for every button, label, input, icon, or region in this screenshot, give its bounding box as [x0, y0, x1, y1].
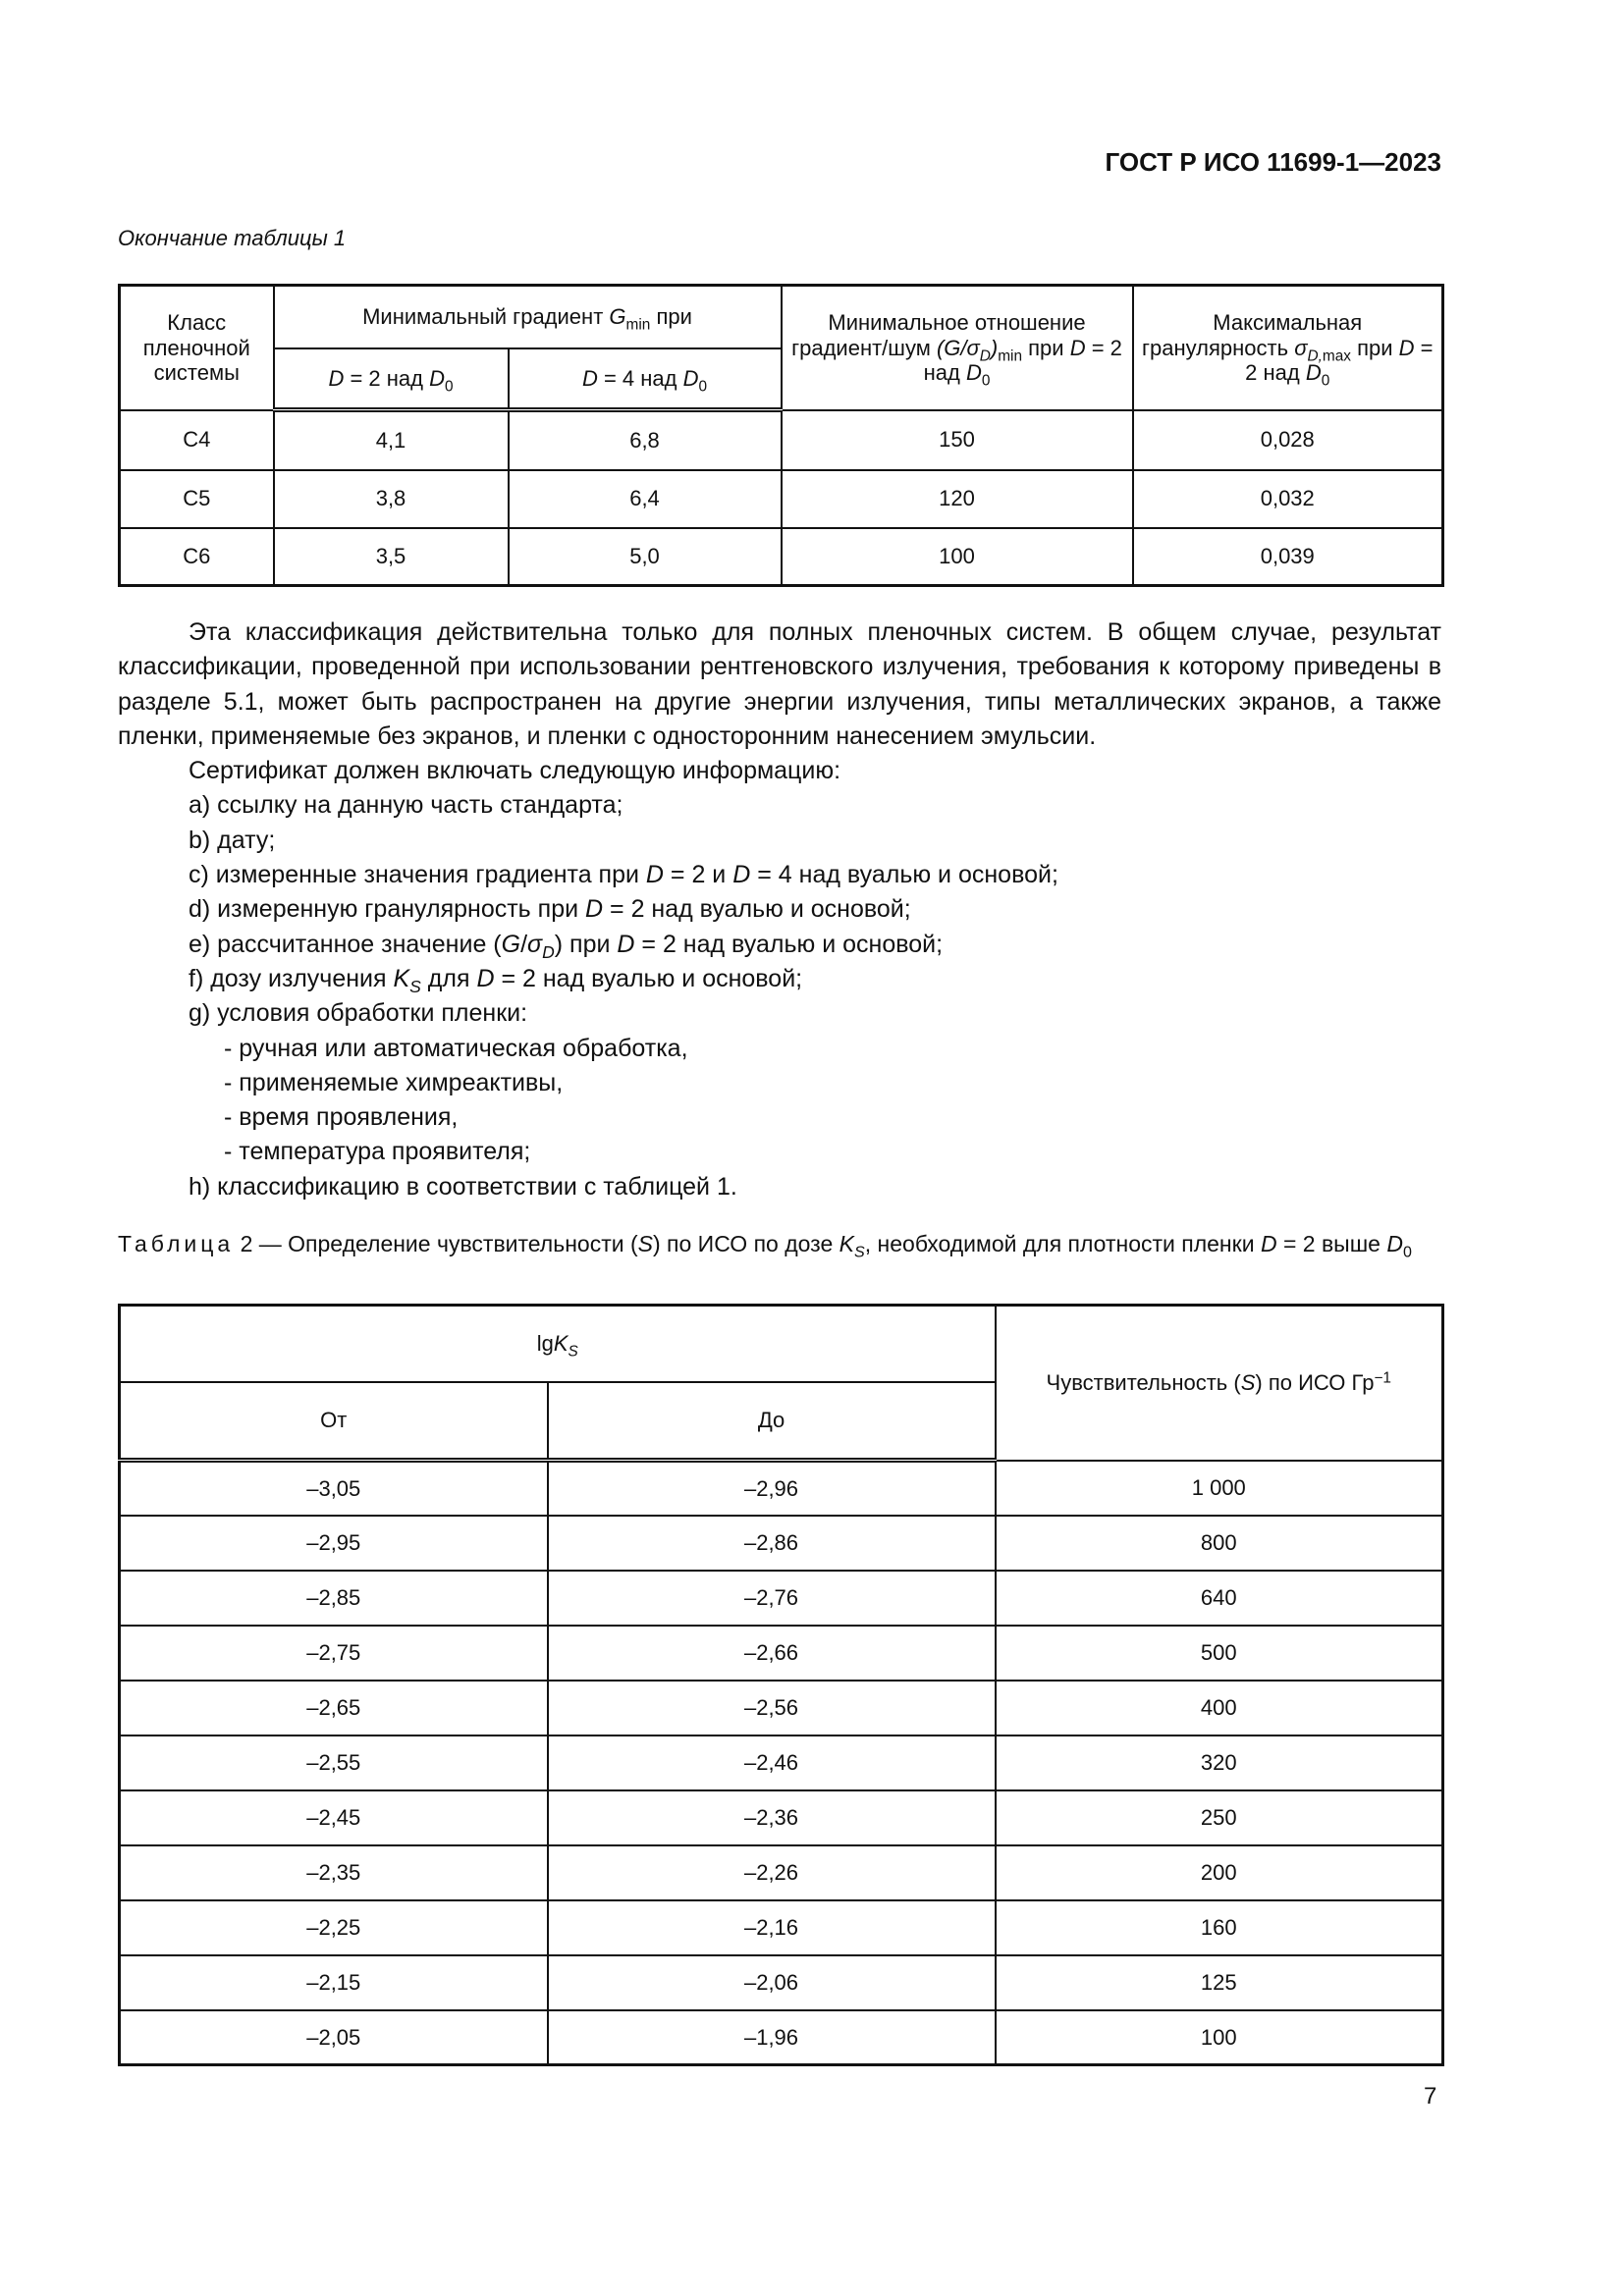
italic-text: D: [645, 861, 664, 889]
text-run: = 2 над вуалью и основой;: [494, 964, 803, 992]
text-run: g) условия обработки пленки:: [189, 999, 528, 1028]
header-gradient: [274, 286, 782, 348]
italic-text: D: [732, 861, 751, 889]
italic-text: D: [328, 365, 345, 391]
text-run: для: [420, 964, 477, 992]
table-row: [120, 1626, 1443, 1681]
table-cell: –2,45: [120, 1790, 548, 1845]
table-cell: –2,06: [548, 1955, 996, 2010]
text-run: c) измеренные значения градиента при: [189, 861, 646, 889]
table-continuation-label: Окончание таблицы 1: [118, 226, 347, 250]
table-row: [120, 1900, 1443, 1955]
text-run: Минимальное отношение градиент/шум: [791, 310, 1086, 360]
table-cell: –2,75: [120, 1626, 548, 1681]
table-cell: 3,5: [274, 528, 509, 586]
sub-list-item: - ручная или автоматическая обработка,: [224, 1034, 688, 1062]
subscript: 0: [444, 377, 454, 395]
italic-text: G: [609, 304, 626, 330]
table-cell: 120: [782, 470, 1133, 528]
table-cell: –2,16: [548, 1900, 996, 1955]
text-run: = 4 над: [597, 365, 683, 391]
classification-paragraph: Эта классификация действительна только для полных пленочных систем. В общем случае, результат классификации, проведенной при использовании рентгеновского излучения, требования к которому приведены в разделе 5.1, может быть распространен на другие энергии излучения, типы металлических экранов, а также пленки, применяемые без экранов, и пленки с односторонним нанесением эмульсии.: [118, 618, 1441, 750]
subscript: S: [409, 977, 421, 997]
table-row: [120, 528, 1443, 586]
header-class: Класс пленочной системы: [120, 286, 274, 410]
table-cell: C6: [120, 528, 274, 586]
table-cell: –2,76: [548, 1571, 996, 1626]
header-ratio: [782, 286, 1133, 410]
subscript: 0: [698, 377, 708, 395]
list-item: [118, 892, 1441, 927]
table-cell: 4,1: [274, 410, 509, 470]
header-from: От: [120, 1382, 548, 1461]
table-2: [118, 1304, 1444, 2066]
table-cell: –2,95: [120, 1516, 548, 1571]
italic-text: D: [1305, 359, 1322, 385]
certificate-intro: Сертификат должен включать следующую информацию:: [189, 757, 841, 785]
italic-text: D: [965, 359, 982, 385]
sub-list-item: - время проявления,: [224, 1103, 459, 1132]
text-run: Минимальный градиент: [362, 304, 610, 330]
header-to: До: [548, 1382, 996, 1461]
header-d4: [509, 348, 782, 410]
text-run: при: [650, 304, 692, 330]
italic-text: D: [1398, 335, 1415, 360]
italic-text: (G/σ: [936, 335, 980, 360]
text-run: = 2 над: [923, 335, 1122, 385]
table-cell: 100: [996, 2010, 1443, 2065]
table-cell: –2,25: [120, 1900, 548, 1955]
sub-list-item: - применяемые химреактивы,: [224, 1068, 564, 1096]
subscript: D: [979, 347, 991, 364]
subscript: min: [998, 347, 1023, 364]
table-cell: –2,55: [120, 1735, 548, 1790]
italic-text: D: [1386, 1231, 1403, 1256]
subscript: min: [625, 316, 651, 334]
text-run: Чувствительность (: [1046, 1370, 1241, 1396]
table-cell: 160: [996, 1900, 1443, 1955]
list-item: [118, 962, 1441, 996]
page-number: 7: [1424, 2083, 1437, 2109]
text-run: = 2 над: [344, 365, 430, 391]
subscript: 0: [981, 372, 991, 390]
italic-text: D: [429, 365, 445, 391]
italic-text: D: [1260, 1231, 1277, 1256]
subscript: 0: [1402, 1243, 1412, 1261]
italic-text: ): [990, 335, 999, 360]
table-cell: 3,8: [274, 470, 509, 528]
subscript: D,: [1307, 347, 1323, 364]
subscript: S: [854, 1243, 865, 1261]
subscript: max: [1322, 347, 1351, 364]
text-run: ) по ИСО Гр: [1255, 1370, 1375, 1396]
text-run: Максимальная гранулярность: [1142, 310, 1363, 360]
table-cell: 0,028: [1133, 410, 1443, 470]
sub-list-item: - температура проявителя;: [224, 1138, 531, 1166]
text-run: a) ссылку на данную часть стандарта;: [189, 791, 623, 820]
text-run: 2 — Определение чувствительности (: [234, 1231, 638, 1256]
table-cell: C5: [120, 470, 274, 528]
caption-text: [234, 1231, 1412, 1261]
table-cell: 150: [782, 410, 1133, 470]
text-run: ) по ИСО по дозе: [652, 1231, 839, 1256]
italic-text: K: [839, 1231, 854, 1256]
italic-text: K: [553, 1331, 568, 1357]
table-cell: 400: [996, 1681, 1443, 1735]
table-2-caption: [118, 1227, 1441, 1260]
table-row: [120, 1461, 1443, 1516]
table-cell: 0,032: [1133, 470, 1443, 528]
table-cell: 320: [996, 1735, 1443, 1790]
text-run: = 2 выше: [1276, 1231, 1387, 1256]
table-cell: –2,56: [548, 1681, 996, 1735]
text-run: lg: [536, 1331, 554, 1357]
table-cell: –2,15: [120, 1955, 548, 2010]
table-cell: 500: [996, 1626, 1443, 1681]
list-item: [118, 824, 1441, 858]
table-row: [120, 1681, 1443, 1735]
body-text: [118, 615, 1441, 1204]
text-run: f) дозу излучения: [189, 964, 394, 992]
list-item: [118, 788, 1441, 823]
caption-word: Таблица: [118, 1231, 235, 1256]
text-run: , необходимой для плотности пленки: [864, 1231, 1261, 1256]
italic-text: S: [1240, 1370, 1256, 1396]
header-lgks: [120, 1306, 996, 1382]
text-run: = 2 над: [1245, 335, 1434, 385]
table-row: [120, 410, 1443, 470]
table-cell: 250: [996, 1790, 1443, 1845]
table-row: [120, 1735, 1443, 1790]
table-cell: 800: [996, 1516, 1443, 1571]
table-cell: –2,65: [120, 1681, 548, 1735]
table-row: [120, 1790, 1443, 1845]
table-cell: –2,85: [120, 1571, 548, 1626]
table-cell: –1,96: [548, 2010, 996, 2065]
list-item-h: h) классификацию в соответствии с таблицей 1.: [189, 1172, 737, 1201]
table-cell: –2,05: [120, 2010, 548, 2065]
table-cell: 6,4: [509, 470, 782, 528]
table-cell: 100: [782, 528, 1133, 586]
text-run: = 2 и: [663, 861, 733, 889]
italic-text: D: [476, 964, 495, 992]
table-row: [120, 1845, 1443, 1900]
table-row: [120, 2010, 1443, 2065]
list-item: [118, 996, 1441, 1031]
text-run: = 2 над вуалью и основой;: [634, 930, 944, 958]
list-item: [118, 928, 1441, 962]
table-row: [120, 1516, 1443, 1571]
text-run: d) измеренную гранулярность при: [189, 895, 586, 924]
text-run: при: [1022, 335, 1070, 360]
italic-text: D: [581, 365, 598, 391]
header-granularity: [1133, 286, 1443, 410]
italic-text: σ: [527, 930, 543, 958]
subscript: D: [542, 941, 555, 962]
text-run: = 4 над вуалью и основой;: [750, 861, 1058, 889]
table-cell: 125: [996, 1955, 1443, 2010]
table-cell: –2,96: [548, 1461, 996, 1516]
header-sensitivity: [996, 1306, 1443, 1461]
subscript: S: [568, 1343, 578, 1361]
table-cell: 1 000: [996, 1461, 1443, 1516]
table-1: [118, 284, 1444, 587]
italic-text: K: [393, 964, 410, 992]
italic-text: S: [637, 1231, 653, 1256]
table-cell: 6,8: [509, 410, 782, 470]
table-cell: –2,66: [548, 1626, 996, 1681]
italic-text: D: [617, 930, 635, 958]
table-cell: 0,039: [1133, 528, 1443, 586]
italic-text: D: [1069, 335, 1086, 360]
table-cell: –3,05: [120, 1461, 548, 1516]
table-row: [120, 470, 1443, 528]
italic-text: D: [682, 365, 699, 391]
table-cell: –2,36: [548, 1790, 996, 1845]
table-cell: –2,46: [548, 1735, 996, 1790]
text-run: b) дату;: [189, 826, 276, 854]
table-cell: –2,26: [548, 1845, 996, 1900]
table-cell: 5,0: [509, 528, 782, 586]
table-cell: –2,86: [548, 1516, 996, 1571]
italic-text: D: [585, 895, 604, 924]
text-run: = 2 над вуалью и основой;: [603, 895, 911, 924]
text-run: /: [520, 930, 528, 958]
text-run: ) при: [554, 930, 618, 958]
table-cell: 200: [996, 1845, 1443, 1900]
table-cell: C4: [120, 410, 274, 470]
superscript: −1: [1374, 1369, 1391, 1387]
list-item: [118, 858, 1441, 892]
subscript: 0: [1321, 372, 1330, 390]
document-code: ГОСТ Р ИСО 11699-1—2023: [1105, 147, 1441, 177]
table-row: [120, 1571, 1443, 1626]
text-run: e) рассчитанное значение (: [189, 930, 502, 958]
italic-text: σ: [1294, 335, 1308, 360]
italic-text: G: [501, 930, 521, 958]
table-row: [120, 1955, 1443, 2010]
header-d2: [274, 348, 509, 410]
table-cell: –2,35: [120, 1845, 548, 1900]
text-run: при: [1350, 335, 1399, 360]
table-cell: 640: [996, 1571, 1443, 1626]
